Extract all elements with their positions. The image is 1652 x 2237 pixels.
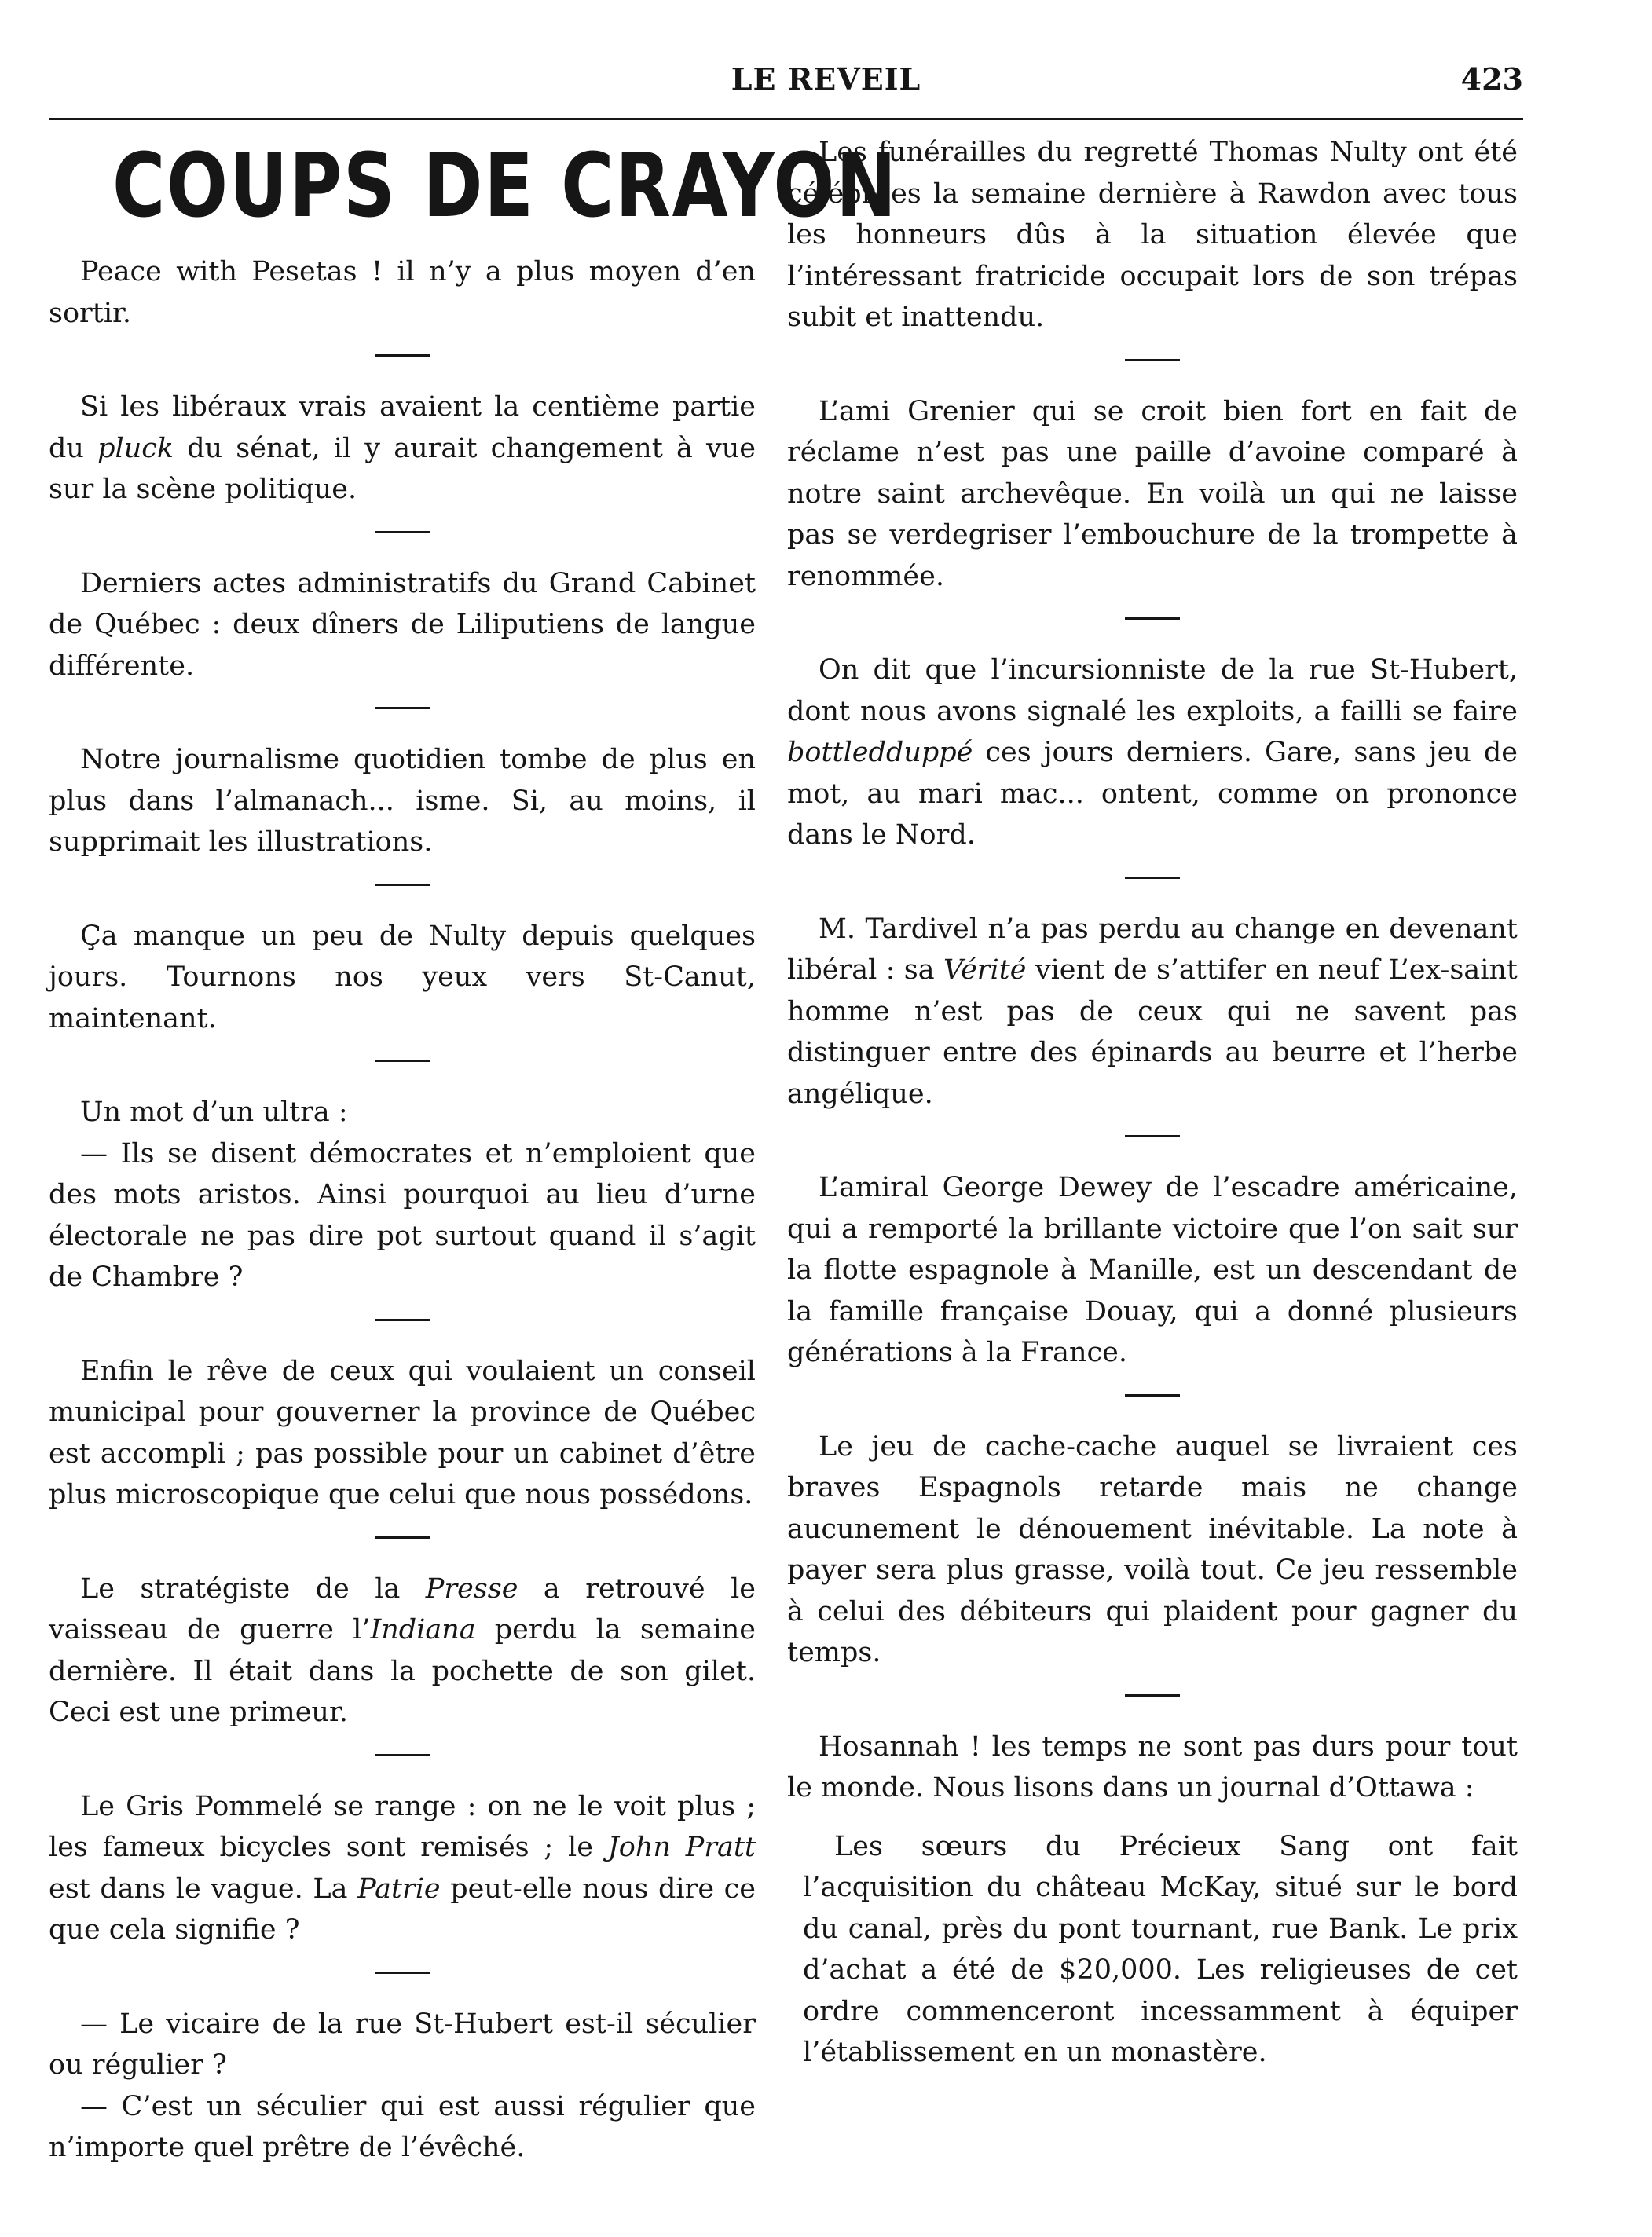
separator-rule bbox=[375, 531, 430, 533]
paragraph-nulty-st-canut: Ça manque un peu de Nulty depuis quelques jours. Tournons nos yeux vers St-Canut, maintenant. bbox=[49, 920, 756, 1034]
paragraph-funerailles-nulty: Les funérailles du regretté Thomas Nulty ont été célébrées la semaine dernière à Rawdon avec tous les honneurs dûs à la situation élevée que l’intéressant fratricide occupait lors de son trépas subit et inattendu. bbox=[787, 137, 1518, 333]
text-run: Si les libéraux vrais avaient la centième partie du bbox=[49, 391, 756, 464]
paragraph-amiral-dewey: L’amiral George Dewey de l’escadre américaine, qui a remporté la brillante victoire que l’on sait sur la flotte espagnole à Manille, est un descendant de la famille française Douay, qui a donné plusieurs générations à la France. bbox=[787, 1172, 1518, 1368]
italic-term: John Pratt bbox=[607, 1832, 756, 1863]
separator-rule bbox=[1125, 1694, 1180, 1697]
text-run: perdu la semaine dernière. Il était dans la pochette de son gilet. Ceci est une primeur. bbox=[49, 1614, 756, 1728]
italic-term: Patrie bbox=[357, 1873, 441, 1905]
italic-term: bottledduppé bbox=[787, 737, 973, 768]
italic-term: Presse bbox=[425, 1572, 518, 1605]
paragraph-gris-pommele bbox=[49, 1786, 756, 1951]
paragraph-conseil-municipal: Enfin le rêve de ceux qui voulaient un conseil municipal pour gouverner la province de Québec est accompli ; pas possible pour un cabinet d’être plus microscopique que celui que nous possédons. bbox=[49, 1355, 756, 1510]
italic-term: Vérité bbox=[943, 954, 1027, 986]
separator-rule bbox=[375, 1754, 430, 1756]
section-headline: COUPS DE CRAYON bbox=[112, 135, 898, 237]
separator-rule bbox=[375, 1536, 430, 1539]
text-run: a retrouvé le vaisseau de guerre l’ bbox=[49, 1572, 756, 1646]
paragraph-ami-grenier: L’ami Grenier qui se croit bien fort en fait de réclame n’est pas une paille d’avoine comparé à notre saint archevêque. En voilà un qui ne laisse pas se verdegriser l’embouchure de la trompette à renommée. bbox=[787, 395, 1518, 592]
paragraph-journalisme: Notre journalisme quotidien tombe de plus en plus dans l’almanach... isme. Si, au moins, il supprimait les illustrations. bbox=[49, 744, 756, 858]
separator-rule bbox=[375, 884, 430, 886]
paragraph-hosannah: Hosannah ! les temps ne sont pas durs pour tout le monde. Nous lisons dans un journal d’Ottawa : bbox=[787, 1730, 1518, 1803]
paragraph-vicaire-answer: — C’est un séculier qui est aussi régulier que n’importe quel prêtre de l’évêché. bbox=[49, 2090, 756, 2163]
text-run: M. Tardivel n’a pas perdu au change en devenant libéral : sa bbox=[787, 913, 1518, 986]
paragraph-vicaire-question: — Le vicaire de la rue St-Hubert est-il séculier ou régulier ? bbox=[49, 2008, 756, 2081]
running-head-title: LE REVEIL bbox=[731, 61, 921, 97]
italic-term: Indiana bbox=[370, 1614, 476, 1646]
paragraph-quoted-soeurs: Les sœurs du Précieux Sang ont fait l’acquisition du château McKay, situé sur le bord du canal, près du pont tournant, rue Bank. Le prix d’achat a été de $20,000. Les religieuses de cet ordre commenceront incessamment à équiper l’établissement en un monastère. bbox=[803, 1830, 1518, 2068]
separator-rule bbox=[1125, 359, 1180, 361]
text-run: est dans le vague. La bbox=[49, 1873, 358, 1905]
paragraph-peace-with-pesetas: Peace with Pesetas ! il n’y a plus moyen d’en sortir. bbox=[49, 256, 756, 329]
paragraph-mot-ultra-intro: Un mot d’un ultra : bbox=[80, 1097, 348, 1128]
header-rule bbox=[49, 118, 1523, 120]
text-run: vient de s’attifer en neuf L’ex-saint homme n’est pas de ceux qui ne savent pas distinguer entre des épinards au beurre et l’herbe angélique. bbox=[787, 954, 1518, 1110]
separator-rule bbox=[375, 354, 430, 357]
text-run: du sénat, il y aurait changement à vue sur la scène politique. bbox=[49, 432, 756, 505]
paragraph-liberaux-vrais bbox=[49, 386, 756, 511]
separator-rule bbox=[1125, 877, 1180, 879]
separator-rule bbox=[375, 1060, 430, 1062]
italic-term: pluck bbox=[97, 432, 174, 464]
separator-rule bbox=[375, 707, 430, 709]
separator-rule bbox=[1125, 1135, 1180, 1137]
paragraph-mot-ultra-quote: — Ils se disent démocrates et n’emploient que des mots aristos. Ainsi pourquoi au lieu d’urne électorale ne pas dire pot surtout quand il s’agit de Chambre ? bbox=[49, 1137, 756, 1293]
separator-rule bbox=[375, 1972, 430, 1974]
paragraph-incursionniste bbox=[787, 650, 1518, 856]
paragraph-strategiste-presse bbox=[49, 1569, 756, 1734]
text-run: peut-elle nous dire ce que cela signifie ? bbox=[49, 1873, 756, 1946]
separator-rule bbox=[1125, 1394, 1180, 1397]
paragraph-tardivel bbox=[787, 909, 1518, 1115]
text-run: Le stratégiste de la bbox=[80, 1572, 426, 1605]
text-run: On dit que l’incursionniste de la rue St-Hubert, dont nous avons signalé les exploits, a failli se faire bbox=[787, 654, 1518, 727]
text-run: ces jours derniers. Gare, sans jeu de mot, au mari mac... ontent, comme on prononce dans le Nord. bbox=[787, 737, 1518, 851]
paragraph-grand-cabinet: Derniers actes administratifs du Grand Cabinet de Québec : deux dîners de Liliputiens de langue différente. bbox=[49, 567, 756, 682]
separator-rule bbox=[375, 1319, 430, 1321]
separator-rule bbox=[1125, 617, 1180, 620]
paragraph-cache-cache: Le jeu de cache-cache auquel se livraient ces braves Espagnols retarde mais ne change aucunement le dénouement inévitable. La note à payer sera plus grasse, voilà tout. Ce jeu ressemble à celui des débiteurs qui plaident pour gagner du temps. bbox=[787, 1430, 1518, 1668]
page-number: 423 bbox=[1460, 61, 1523, 97]
text-run: Le Gris Pommelé se range : on ne le voit plus ; les fameux bicycles sont remisés ; le bbox=[49, 1790, 756, 1863]
right-column bbox=[787, 132, 1518, 2206]
